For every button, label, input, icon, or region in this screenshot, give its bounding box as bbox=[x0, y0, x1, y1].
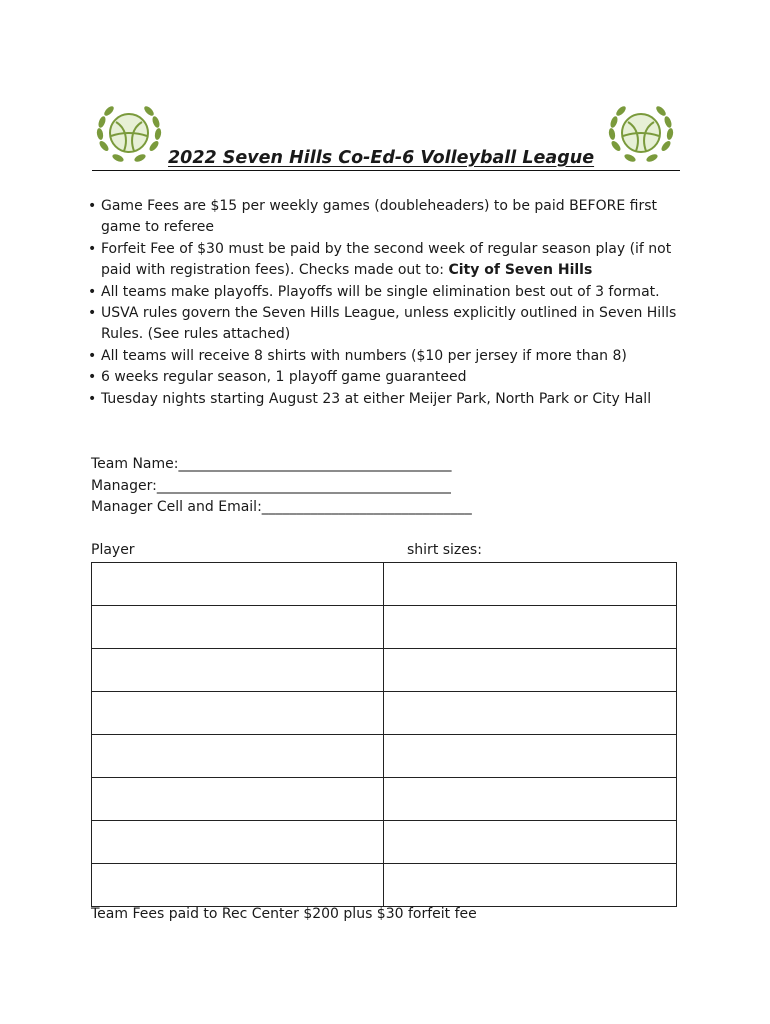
list-item bbox=[88, 389, 688, 410]
page-title: 2022 Seven Hills Co-Ed-6 Volleyball League bbox=[168, 148, 595, 168]
player-cell[interactable] bbox=[92, 864, 384, 907]
shirt-size-cell[interactable] bbox=[384, 563, 677, 606]
table-row bbox=[92, 735, 677, 778]
rules-list bbox=[88, 196, 688, 410]
player-cell[interactable] bbox=[92, 606, 384, 649]
team-name-field[interactable]: Team Name:_______________________________________ bbox=[91, 456, 452, 472]
list-item bbox=[88, 239, 688, 282]
player-cell[interactable] bbox=[92, 821, 384, 864]
list-item-text: 6 weeks regular season, 1 playoff game guaranteed bbox=[101, 369, 467, 386]
table-row bbox=[92, 864, 677, 907]
shirt-size-cell[interactable] bbox=[384, 649, 677, 692]
table-row bbox=[92, 563, 677, 606]
table-row bbox=[92, 606, 677, 649]
manager-contact-field[interactable]: Manager Cell and Email:______________________________ bbox=[91, 499, 472, 515]
volleyball-laurel-logo-icon bbox=[606, 98, 676, 168]
list-item-text: Tuesday nights starting August 23 at either Meijer Park, North Park or City Hall bbox=[101, 390, 652, 407]
list-item bbox=[88, 303, 688, 346]
payee-name: City of Seven Hills bbox=[448, 262, 593, 279]
list-item-text: Game Fees are $15 per weekly games (doubleheaders) to be paid BEFORE first game to referee bbox=[101, 198, 657, 236]
manager-field[interactable]: Manager:__________________________________________ bbox=[91, 478, 451, 494]
shirt-size-cell[interactable] bbox=[384, 864, 677, 907]
list-item-text: Forfeit Fee of $30 must be paid by the second week of regular season play (if not paid with registration fees). Checks made out to: bbox=[101, 240, 672, 279]
list-item bbox=[88, 346, 688, 367]
shirt-size-cell[interactable] bbox=[384, 778, 677, 821]
shirt-size-cell[interactable] bbox=[384, 606, 677, 649]
table-row bbox=[92, 778, 677, 821]
footer-note: Team Fees paid to Rec Center $200 plus $30 forfeit fee bbox=[91, 906, 477, 922]
player-cell[interactable] bbox=[92, 735, 384, 778]
shirt-size-cell[interactable] bbox=[384, 692, 677, 735]
shirt-size-cell[interactable] bbox=[384, 821, 677, 864]
player-cell[interactable] bbox=[92, 692, 384, 735]
table-row bbox=[92, 692, 677, 735]
player-cell[interactable] bbox=[92, 649, 384, 692]
player-column-label: Player bbox=[91, 542, 135, 558]
list-item-text: All teams will receive 8 shirts with numbers ($10 per jersey if more than 8) bbox=[101, 347, 627, 364]
list-item bbox=[88, 196, 688, 239]
player-cell[interactable] bbox=[92, 563, 384, 606]
shirt-size-cell[interactable] bbox=[384, 735, 677, 778]
title-underline bbox=[92, 170, 680, 171]
table-row bbox=[92, 821, 677, 864]
volleyball-laurel-logo-icon bbox=[94, 98, 164, 168]
shirt-size-column-label: shirt sizes: bbox=[407, 542, 482, 558]
list-item bbox=[88, 367, 688, 388]
table-row bbox=[92, 649, 677, 692]
player-cell[interactable] bbox=[92, 778, 384, 821]
roster-table bbox=[91, 562, 677, 907]
list-item-text: All teams make playoffs. Playoffs will be single elimination best out of 3 format. bbox=[101, 283, 660, 300]
list-item-text: USVA rules govern the Seven Hills League, unless explicitly outlined in Seven Hills Rules. (See rules attached) bbox=[101, 305, 677, 343]
list-item bbox=[88, 282, 688, 303]
